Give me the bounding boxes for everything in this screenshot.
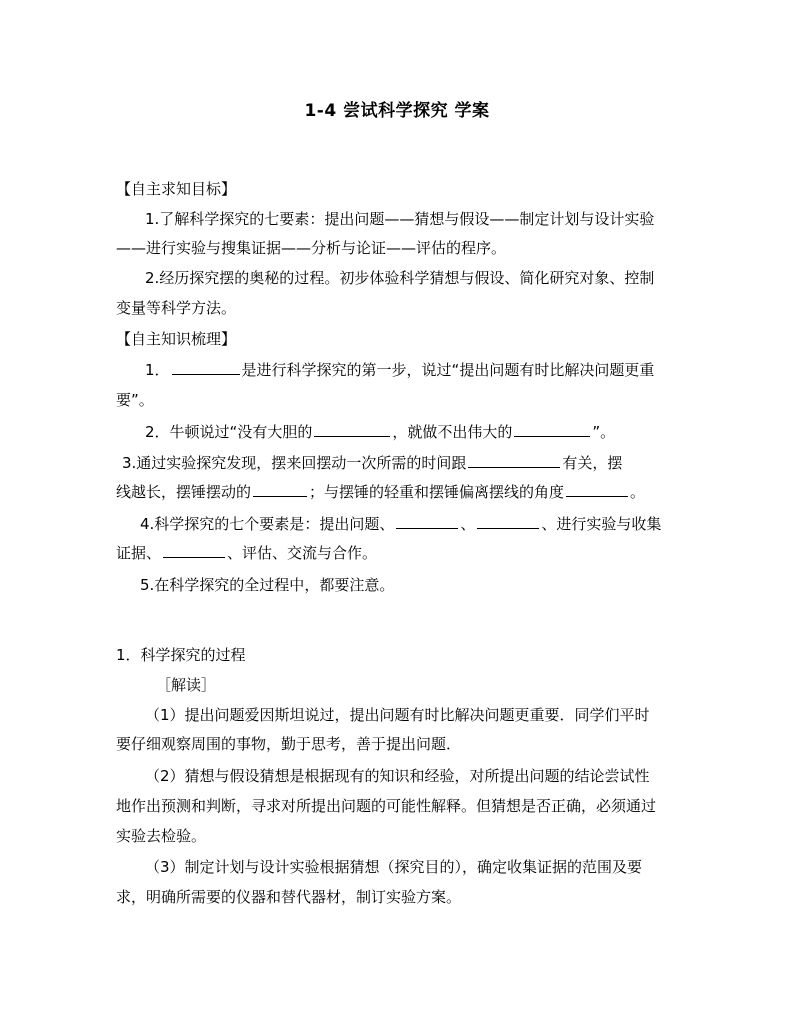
process-reading-label: ［解读］ (156, 676, 217, 694)
review-heading: 【自主知识梳理】 (116, 330, 237, 348)
q3-line2-a: 线越长，摆锤摆动的 (116, 483, 252, 501)
q4-line2-a: 证据、 (116, 544, 162, 562)
process-p3-line1: （3）制定计划与设计实验根据猜想（探究目的），确定收集证据的范围及要 (145, 858, 643, 876)
review-q2 (145, 421, 615, 443)
q3-line2-b: ；与摆锤的轻重和摆锤偏离摆线的角度 (309, 483, 565, 501)
review-q1-line2: 要”。 (116, 391, 154, 409)
review-q3-line1 (122, 452, 622, 474)
q3-blank-1[interactable] (468, 453, 560, 468)
q3-blank-2[interactable] (253, 482, 307, 497)
review-q3-line2 (116, 481, 645, 503)
q3-end: 有关，摆 (562, 454, 623, 472)
q2-end: ”。 (592, 423, 616, 441)
review-q5: 5.在科学探究的全过程中，都要注意。 (140, 576, 395, 594)
review-q4-line2 (116, 542, 377, 564)
process-p2-line2: 地作出预测和判断，寻求对所提出问题的可能性解释。但猜想是否正确，必须通过 (116, 797, 657, 815)
process-p3-line2: 求，明确所需要的仪器和替代器材，制订实验方案。 (116, 888, 462, 906)
q4-blank-1[interactable] (396, 514, 458, 529)
q4-prefix: 4.科学探究的七个要素是：提出问题、 (140, 515, 395, 533)
goal-item1-line2: ——进行实验与搜集证据——分析与论证——评估的程序。 (116, 239, 507, 257)
review-q4-line1 (140, 513, 661, 535)
q1-blank[interactable] (172, 360, 240, 375)
q4-blank-3[interactable] (163, 543, 225, 558)
q2-mid: ，就做不出伟大的 (392, 423, 513, 441)
process-p1-line2: 要仔细观察周围的事物，勤于思考，善于提出问题． (116, 735, 462, 753)
q4-sep1: 、 (460, 515, 476, 533)
q1-prefix: 1． (145, 361, 170, 379)
process-p2-line1: （2）猜想与假设猜想是根据现有的知识和经验，对所提出问题的结论尝试性 (145, 767, 650, 785)
process-heading: 1．科学探究的过程 (116, 646, 246, 664)
q3-line2-c: 。 (630, 483, 646, 501)
goal-heading: 【自主求知目标】 (116, 180, 237, 198)
review-q1-line1 (145, 359, 654, 381)
q2-blank-1[interactable] (314, 422, 390, 437)
goal-item2-line1: 2.经历探究摆的奥秘的过程。初步体验科学猜想与假设、简化研究对象、控制 (145, 269, 655, 287)
goal-item2-line2: 变量等科学方法。 (116, 299, 237, 317)
page-title: 1-4 尝试科学探究 学案 (304, 101, 490, 121)
q3-prefix: 3.通过实验探究发现，摆来回摆动一次所需的时间跟 (122, 454, 467, 472)
q3-blank-3[interactable] (566, 482, 628, 497)
process-p2-line3: 实验去检验。 (116, 827, 207, 845)
goal-item1-line1: 1.了解科学探究的七要素：提出问题——猜想与假设——制定计划与设计实验 (145, 210, 655, 228)
q4-line2-b: 、评估、交流与合作。 (227, 544, 378, 562)
q2-blank-2[interactable] (514, 422, 590, 437)
q4-blank-2[interactable] (477, 514, 539, 529)
q1-text: 是进行科学探究的第一步，说过“提出问题有时比解决问题更重 (241, 361, 655, 379)
q2-prefix: 2．牛顿说过“没有大胆的 (145, 423, 313, 441)
process-p1-line1: （1）提出问题爱因斯坦说过，提出问题有时比解决问题更重要．同学们平时 (145, 706, 650, 724)
q4-sep2: 、进行实验与收集 (541, 515, 662, 533)
